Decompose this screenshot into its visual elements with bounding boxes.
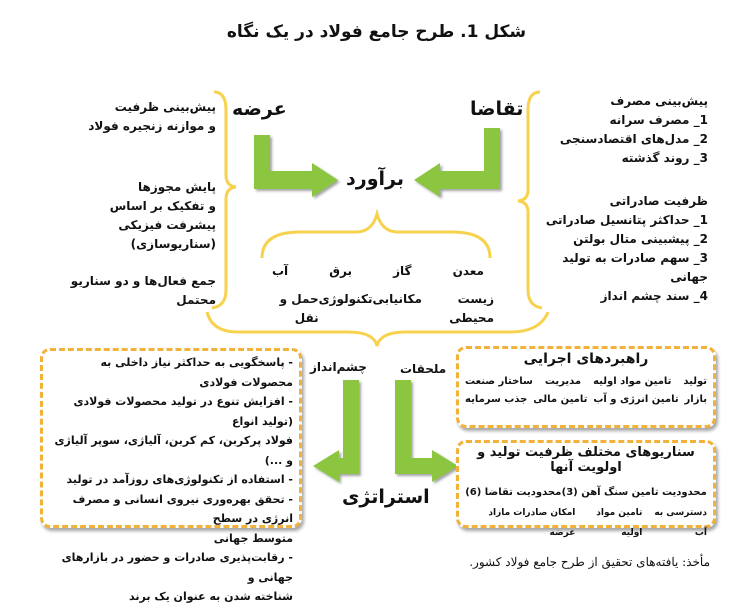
factor-environment: زیست محیطی [449, 292, 494, 325]
supply-item-permits-line1: پایش مجوزها [138, 180, 216, 194]
vision-line: - استفاده از تکنولوژی‌های روزآمد در تولید [66, 473, 293, 486]
supply-item-capacity-line2: و موازنه زنجیره فولاد [88, 119, 216, 133]
strategies-head: راهبردهای اجرایی [523, 351, 649, 367]
demand-export-head: ظرفیت صادراتی [609, 194, 708, 208]
demand-export [535, 192, 708, 306]
vision-line: - پاسخگویی به حداکثر نیاز داخلی به محصولات فولادی [100, 356, 293, 389]
factors-brace [262, 214, 490, 258]
demand-arrow [414, 128, 500, 197]
vision-line: - تحقق بهره‌وری نیروی انسانی و مصرف انرژی در سطح [72, 492, 293, 525]
demand-export-item: 1_ حداکثر پتانسیل صادراتی [545, 213, 708, 227]
factors-row-1 [272, 262, 484, 281]
strategy-item: جذب سرمایه [465, 394, 528, 405]
strategy-item: تامین مواد اولیه [593, 376, 672, 387]
factor-electricity: برق [329, 264, 352, 278]
factors-row-2 [262, 290, 494, 328]
vision-label: چشم‌انداز [310, 360, 367, 374]
demand-export-item: 3_ سهم صادرات به تولید جهانی [562, 251, 708, 284]
demand-label: تقاضا [470, 98, 524, 120]
vision-line: شناخته شدن به عنوان یک برند [129, 590, 293, 603]
factor-gas: گاز [393, 264, 412, 278]
scenarios-row-2 [465, 503, 707, 543]
scenarios-head: سناریوهای مختلف ظرفیت تولید و اولویت آنها [477, 445, 695, 475]
supply-item-permits-line2: و تفکیک بر اساس [109, 199, 216, 213]
demand-consumption-head: پیش‌بینی مصرف [610, 94, 708, 108]
strategies-box [456, 346, 716, 428]
strategy-item: تامین انرژی و آب [593, 394, 679, 405]
supply-item-active [30, 272, 216, 310]
strategies-row-1 [465, 373, 707, 391]
factor-technology: تکنولوژی [318, 292, 373, 306]
scenario-item: محدودیت تامین سنگ آهن (3) [561, 487, 707, 498]
supply-item-capacity [40, 98, 216, 136]
demand-consumption [540, 92, 708, 168]
supply-item-permits-line3: پیشرفت فیزیکی (سناریوسازی) [118, 218, 216, 251]
strategy-item: مدیریت [544, 376, 582, 387]
strategies-row-2 [465, 391, 707, 409]
strategy-item: تامین مالی [533, 394, 588, 405]
scenarios-box [456, 440, 716, 538]
factor-location: مکانیابی [372, 292, 422, 306]
strategy-label: استراتژی [342, 486, 430, 508]
strategy-item: تولید [683, 376, 707, 387]
supply-label: عرضه [232, 98, 287, 120]
factor-mine: معدن [452, 264, 484, 278]
supply-item-capacity-line1: پیش‌بینی ظرفیت [114, 100, 216, 114]
demand-consumption-item: 1_ مصرف سرانه [609, 113, 708, 127]
strategy-item: ساختار صنعت [465, 376, 533, 387]
scenario-item: تامین مواد اولیه [596, 508, 643, 538]
appendix-label: ملحقات [400, 362, 447, 376]
supply-item-active-line1: جمع فعال‌ها و دو سناریو محتمل [70, 274, 216, 307]
vision-line: - رقابت‌پذیری صادرات و حضور در بازارهای جهانی و [61, 551, 293, 584]
vision-arrow [313, 380, 359, 482]
scenario-item: امکان صادرات مازاد عرضه [488, 508, 576, 538]
scenario-item: دسترسی به آب [654, 508, 707, 538]
factor-water: آب [272, 264, 289, 278]
demand-export-item: 4_ سند چشم انداز [600, 289, 708, 303]
scenario-item: محدودیت تقاضا (6) [465, 487, 562, 498]
vision-line: متوسط جهانی [213, 531, 293, 545]
supply-arrow [254, 135, 338, 197]
vision-box [40, 348, 302, 603]
vision-line: فولاد پرکربن، کم کربن، آلیاژی، سوپر آلیاژی و ...) [54, 434, 293, 467]
strategy-item: بازار [684, 394, 707, 405]
source-note: مأخذ: یافته‌های تحقیق از طرح جامع فولاد کشور. [469, 555, 710, 569]
scenarios-row-1 [465, 483, 707, 503]
figure-title: شکل 1. طرح جامع فولاد در یک نگاه [226, 22, 527, 42]
factor-transport: حمل و نقل [279, 292, 319, 325]
vision-line: - افزایش تنوع در تولید محصولات فولادی (تولید انواع [73, 395, 293, 428]
demand-consumption-item: 3_ روند گذشته [621, 151, 708, 165]
demand-consumption-item: 2_ مدل‌های اقتصادسنجی [559, 132, 708, 146]
appendix-arrow [395, 380, 458, 482]
demand-export-item: 2_ پیشبینی متال بولتن [573, 232, 708, 246]
supply-item-permits [30, 178, 216, 254]
estimate-label: برآورد [346, 168, 404, 190]
